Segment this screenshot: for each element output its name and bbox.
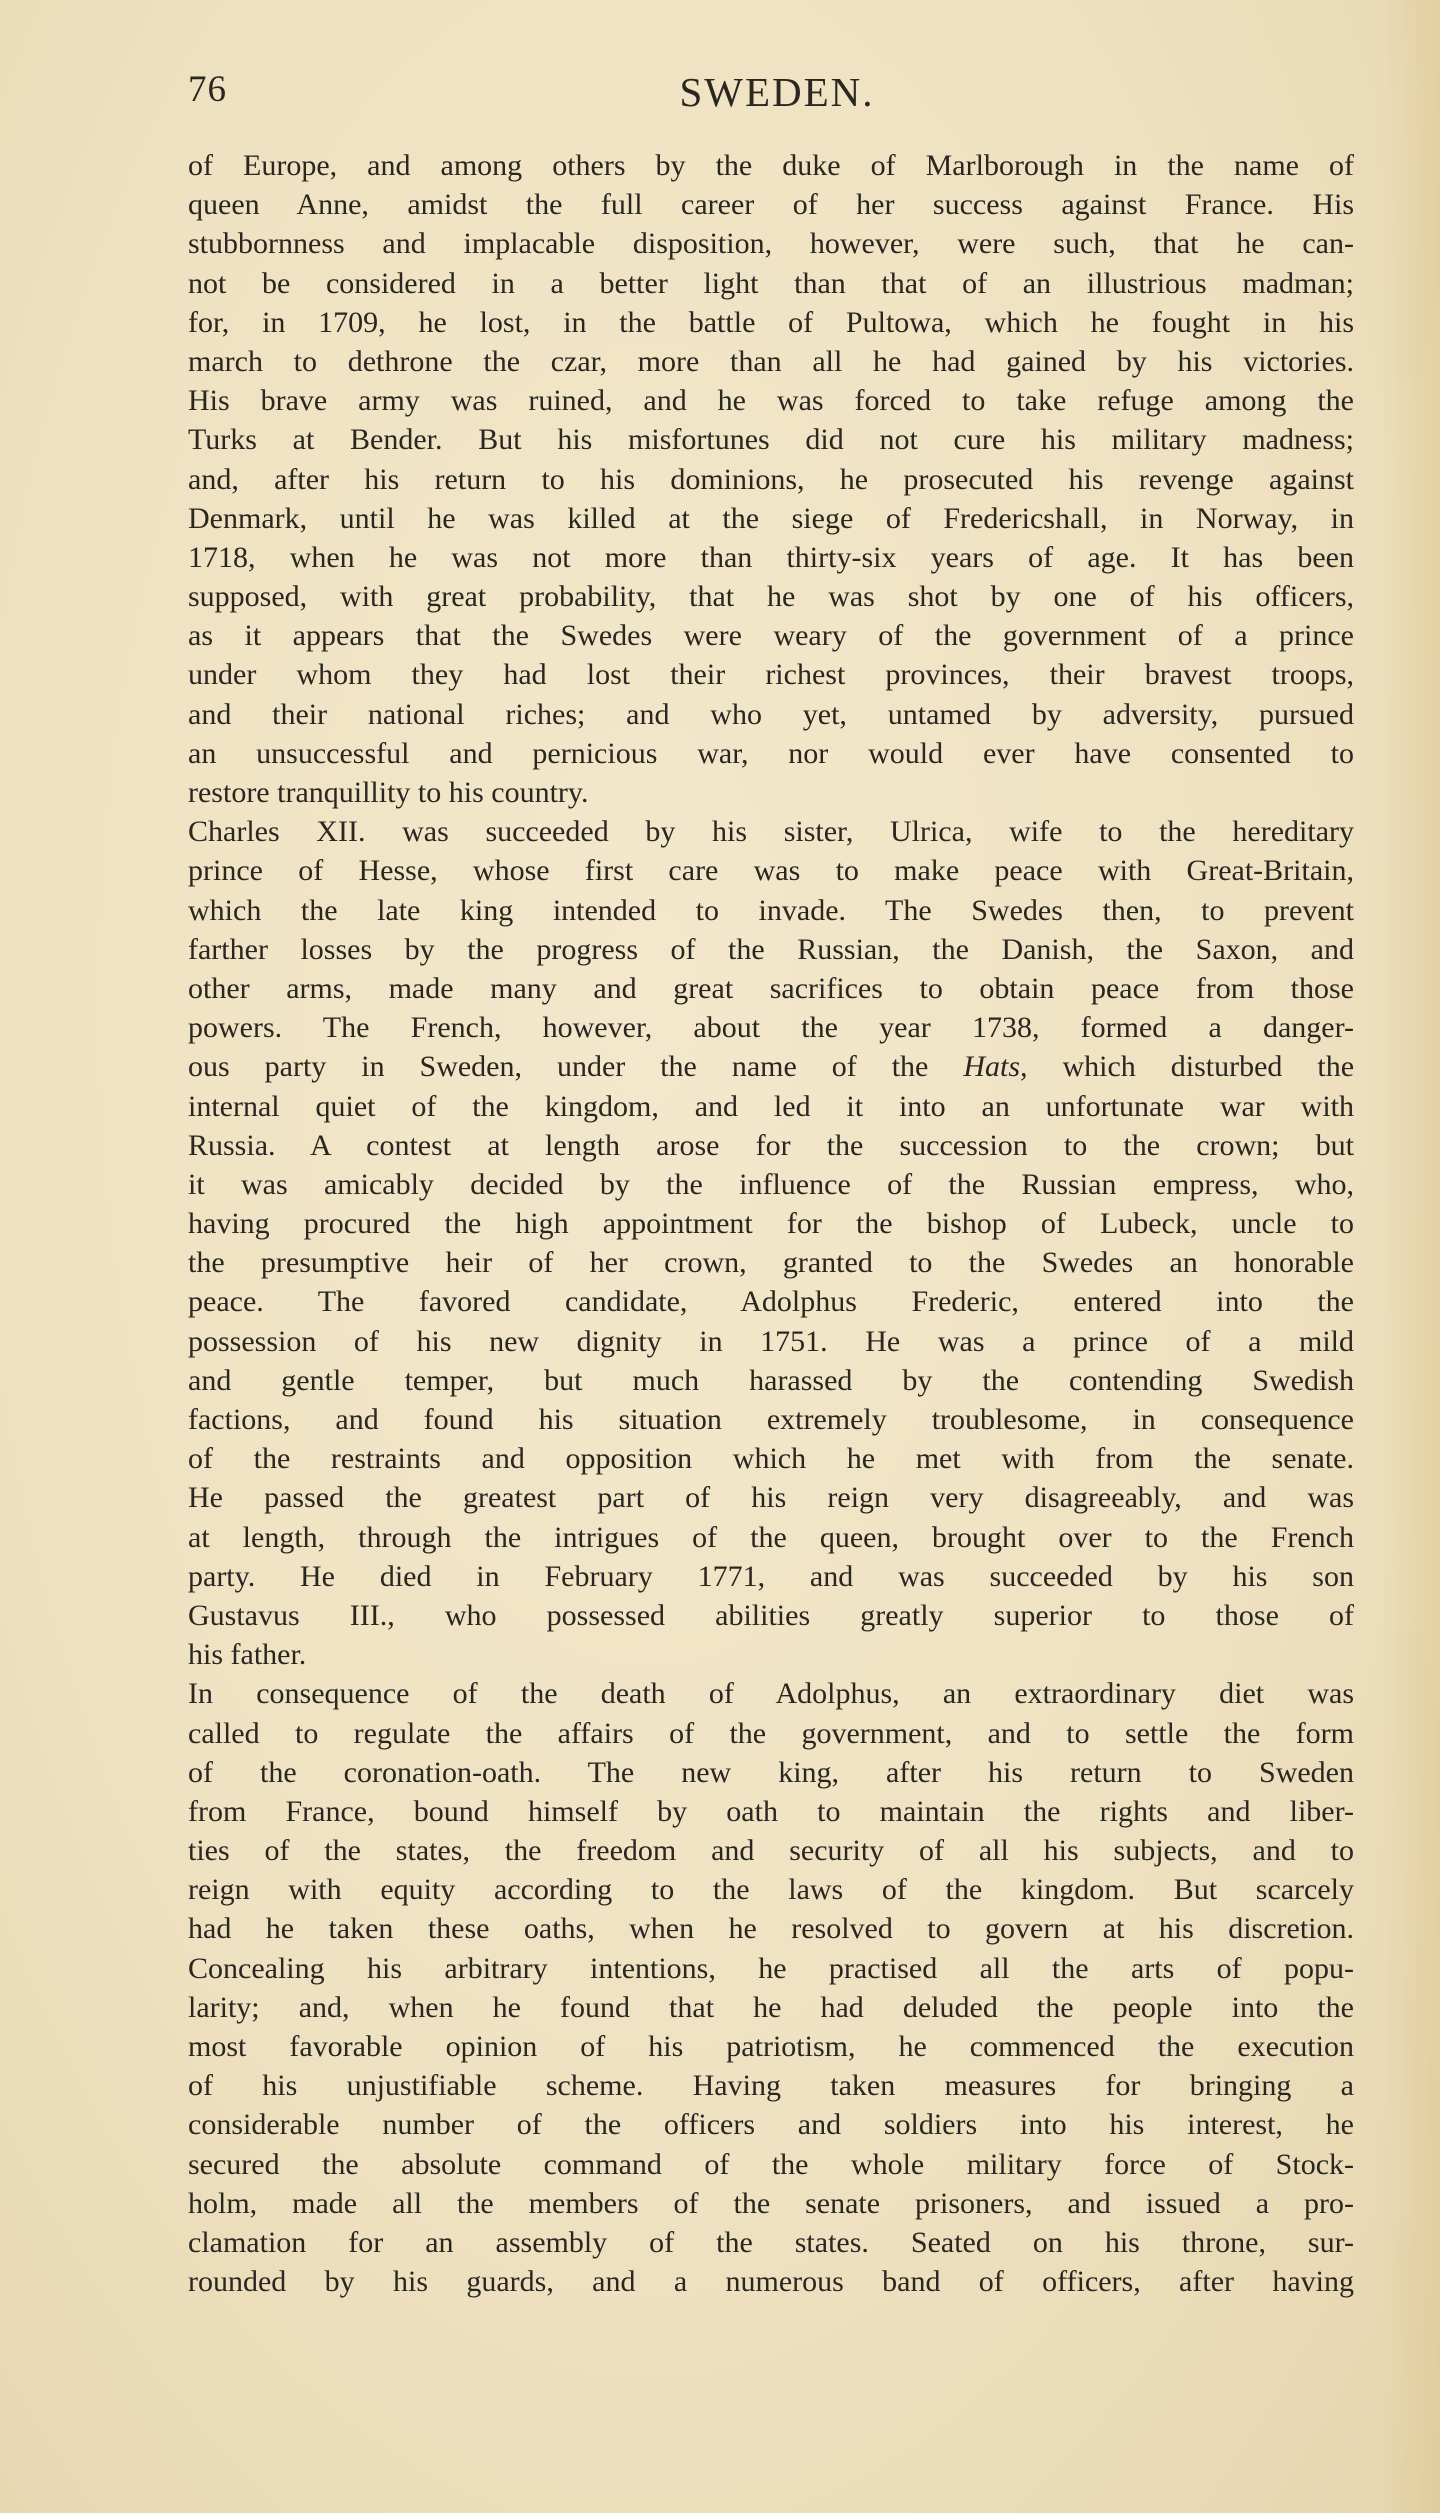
text-line-content: march to dethrone the czar, more than all he had gained by his victories. bbox=[188, 344, 1354, 378]
text-line bbox=[188, 1870, 1354, 1909]
text-line-content: an unsuccessful and pernicious war, nor would ever have consented to bbox=[188, 736, 1354, 770]
text-line-content: under whom they had lost their richest provinces, their bravest troops, bbox=[188, 658, 1354, 692]
text-line bbox=[188, 1557, 1354, 1596]
page-number: 76 bbox=[188, 69, 227, 110]
text-line bbox=[188, 655, 1354, 694]
text-line-content: Turks at Bender. But his misfortunes did not cure his military madness; bbox=[188, 423, 1354, 457]
text-line-content: peace. The favored candidate, Adolphus Frederic, entered into the bbox=[188, 1285, 1354, 1319]
text-line bbox=[188, 1714, 1354, 1753]
text-line-content: party. He died in February 1771, and was succeeded by his son bbox=[188, 1559, 1354, 1593]
text-line bbox=[188, 1674, 1354, 1713]
text-line-content: and, after his return to his dominions, he prosecuted his revenge against bbox=[188, 462, 1354, 496]
text-line-content: Denmark, until he was killed at the siege of Fredericshall, in Norway, in bbox=[188, 501, 1354, 535]
text-line-content: powers. The French, however, about the year 1738, formed a danger- bbox=[188, 1011, 1354, 1045]
text-line-content: factions, and found his situation extremely troublesome, in consequence bbox=[188, 1403, 1354, 1436]
running-head: SWEDEN. bbox=[679, 69, 875, 115]
text-line-content: and their national riches; and who yet, untamed by adversity, pursued bbox=[188, 697, 1354, 731]
text-line bbox=[188, 1400, 1354, 1439]
text-line bbox=[188, 1047, 1354, 1086]
text-line bbox=[188, 2066, 1354, 2105]
text-line bbox=[188, 224, 1354, 263]
text-line bbox=[188, 381, 1354, 420]
text-line-content: restore tranquillity to his country. bbox=[188, 776, 589, 809]
page-edge-shading bbox=[1380, 0, 1440, 2513]
text-line bbox=[188, 2223, 1354, 2262]
text-line bbox=[188, 264, 1354, 303]
text-line-content: internal quiet of the kingdom, and led it into an unfortunate war with bbox=[188, 1089, 1354, 1123]
text-line-content: supposed, with great probability, that he was shot by one of his officers, bbox=[188, 580, 1354, 614]
text-line bbox=[188, 2027, 1354, 2066]
text-line-content: holm, made all the members of the senate prisoners, and issued a pro- bbox=[188, 2186, 1354, 2220]
text-line-continuation: which disturbed the bbox=[1027, 1050, 1354, 1084]
text-line bbox=[188, 1126, 1354, 1165]
text-line bbox=[188, 1635, 1354, 1674]
text-line-content: secured the absolute command of the whole military force of Stock- bbox=[188, 2147, 1354, 2181]
text-line-content: prince of Hesse, whose first care was to make peace with Great-Britain, bbox=[188, 854, 1354, 888]
text-line-content: of the restraints and opposition which he met with from the senate. bbox=[188, 1442, 1354, 1476]
text-line bbox=[188, 1008, 1354, 1047]
text-line bbox=[188, 420, 1354, 459]
text-line bbox=[188, 303, 1354, 342]
text-line bbox=[188, 499, 1354, 538]
text-line bbox=[188, 1753, 1354, 1792]
text-line-content: rounded by his guards, and a numerous band of officers, after having bbox=[188, 2265, 1354, 2299]
italic-term: Hats, bbox=[963, 1050, 1028, 1084]
text-line-content: reign with equity according to the laws of the kingdom. But scarcely bbox=[188, 1873, 1354, 1907]
text-line-content: of his unjustifiable scheme. Having taken measures for bringing a bbox=[188, 2069, 1354, 2103]
text-line bbox=[188, 1282, 1354, 1321]
text-line-content: Gustavus III., who possessed abilities greatly superior to those of bbox=[188, 1598, 1354, 1632]
text-line bbox=[188, 185, 1354, 224]
text-line bbox=[188, 2105, 1354, 2144]
text-line bbox=[188, 1243, 1354, 1282]
text-line-content: Charles XII. was succeeded by his sister, Ulrica, wife to the hereditary bbox=[188, 815, 1354, 849]
text-line bbox=[188, 538, 1354, 577]
text-line-content: from France, bound himself by oath to maintain the rights and liber- bbox=[188, 1794, 1354, 1828]
body-text bbox=[188, 146, 1354, 2301]
text-line bbox=[188, 1949, 1354, 1988]
text-line bbox=[188, 1165, 1354, 1204]
text-line bbox=[188, 1518, 1354, 1557]
text-line-content: stubbornness and implacable disposition, however, were such, that he can- bbox=[188, 227, 1354, 261]
text-line-content: of Europe, and among others by the duke of Marlborough in the name of bbox=[188, 149, 1354, 182]
text-line bbox=[188, 734, 1354, 773]
text-line-content: and gentle temper, but much harassed by the contending Swedish bbox=[188, 1363, 1354, 1397]
text-line-content: called to regulate the affairs of the government, and to settle the form bbox=[188, 1716, 1354, 1750]
text-line-content: larity; and, when he found that he had deluded the people into the bbox=[188, 1990, 1354, 2024]
text-line-content: of the coronation-oath. The new king, after his return to Sweden bbox=[188, 1755, 1354, 1789]
text-line bbox=[188, 1439, 1354, 1478]
text-line-content: queen Anne, amidst the full career of her success against France. His bbox=[188, 188, 1354, 222]
text-line-content: Russia. A contest at length arose for the succession to the crown; but bbox=[188, 1128, 1354, 1162]
text-line-content: In consequence of the death of Adolphus, an extraordinary diet was bbox=[188, 1677, 1354, 1711]
text-line-content: He passed the greatest part of his reign very disagreeably, and was bbox=[188, 1481, 1354, 1515]
text-line-content: the presumptive heir of her crown, granted to the Swedes an honorable bbox=[188, 1246, 1354, 1280]
text-line-content: other arms, made many and great sacrifices to obtain peace from those bbox=[188, 971, 1354, 1005]
text-line bbox=[188, 146, 1354, 185]
text-line bbox=[188, 616, 1354, 655]
text-line-content: as it appears that the Swedes were weary of the government of a prince bbox=[188, 619, 1354, 653]
text-line-content: not be considered in a better light than that of an illustrious madman; bbox=[188, 266, 1354, 300]
text-line-content: his father. bbox=[188, 1638, 307, 1672]
text-line bbox=[188, 460, 1354, 499]
text-line bbox=[188, 2262, 1354, 2301]
text-line bbox=[188, 851, 1354, 890]
text-line-content: 1718, when he was not more than thirty-six years of age. It has been bbox=[188, 540, 1354, 574]
text-line bbox=[188, 1087, 1354, 1126]
text-line-content: it was amicably decided by the influence of the Russian empress, who, bbox=[188, 1167, 1354, 1201]
text-line bbox=[188, 930, 1354, 969]
text-line-content: considerable number of the officers and soldiers into his interest, he bbox=[188, 2108, 1354, 2142]
text-line-content: ous party in Sweden, under the name of the bbox=[188, 1050, 929, 1084]
text-line bbox=[188, 1478, 1354, 1517]
text-line-content: which the late king intended to invade. The Swedes then, to prevent bbox=[188, 893, 1354, 927]
text-line bbox=[188, 577, 1354, 616]
text-line bbox=[188, 1361, 1354, 1400]
page-header bbox=[188, 68, 1354, 128]
text-line bbox=[188, 1204, 1354, 1243]
text-line bbox=[188, 1831, 1354, 1870]
text-line-content: ties of the states, the freedom and security of all his subjects, and to bbox=[188, 1834, 1354, 1868]
text-line-content: most favorable opinion of his patriotism, he commenced the execution bbox=[188, 2030, 1354, 2063]
text-line-content: clamation for an assembly of the states. Seated on his throne, sur- bbox=[188, 2225, 1354, 2259]
text-line bbox=[188, 1792, 1354, 1831]
text-line bbox=[188, 969, 1354, 1008]
text-line-content: for, in 1709, he lost, in the battle of Pultowa, which he fought in his bbox=[188, 305, 1354, 339]
text-line bbox=[188, 773, 1354, 812]
text-line bbox=[188, 812, 1354, 851]
text-line bbox=[188, 342, 1354, 381]
text-line-content: had he taken these oaths, when he resolved to govern at his discretion. bbox=[188, 1912, 1354, 1946]
text-line bbox=[188, 891, 1354, 930]
text-line bbox=[188, 2145, 1354, 2184]
text-line-content: at length, through the intrigues of the queen, brought over to the French bbox=[188, 1520, 1354, 1554]
text-line-content: His brave army was ruined, and he was forced to take refuge among the bbox=[188, 384, 1354, 418]
text-line-content: Concealing his arbitrary intentions, he practised all the arts of popu- bbox=[188, 1951, 1354, 1985]
text-line bbox=[188, 1909, 1354, 1948]
text-line-content: farther losses by the progress of the Russian, the Danish, the Saxon, and bbox=[188, 932, 1354, 966]
text-line bbox=[188, 695, 1354, 734]
text-line bbox=[188, 1988, 1354, 2027]
text-line bbox=[188, 1322, 1354, 1361]
text-line-content: having procured the high appointment for the bishop of Lubeck, uncle to bbox=[188, 1207, 1354, 1241]
text-line bbox=[188, 1596, 1354, 1635]
text-line-content: possession of his new dignity in 1751. He was a prince of a mild bbox=[188, 1324, 1354, 1358]
text-line bbox=[188, 2184, 1354, 2223]
